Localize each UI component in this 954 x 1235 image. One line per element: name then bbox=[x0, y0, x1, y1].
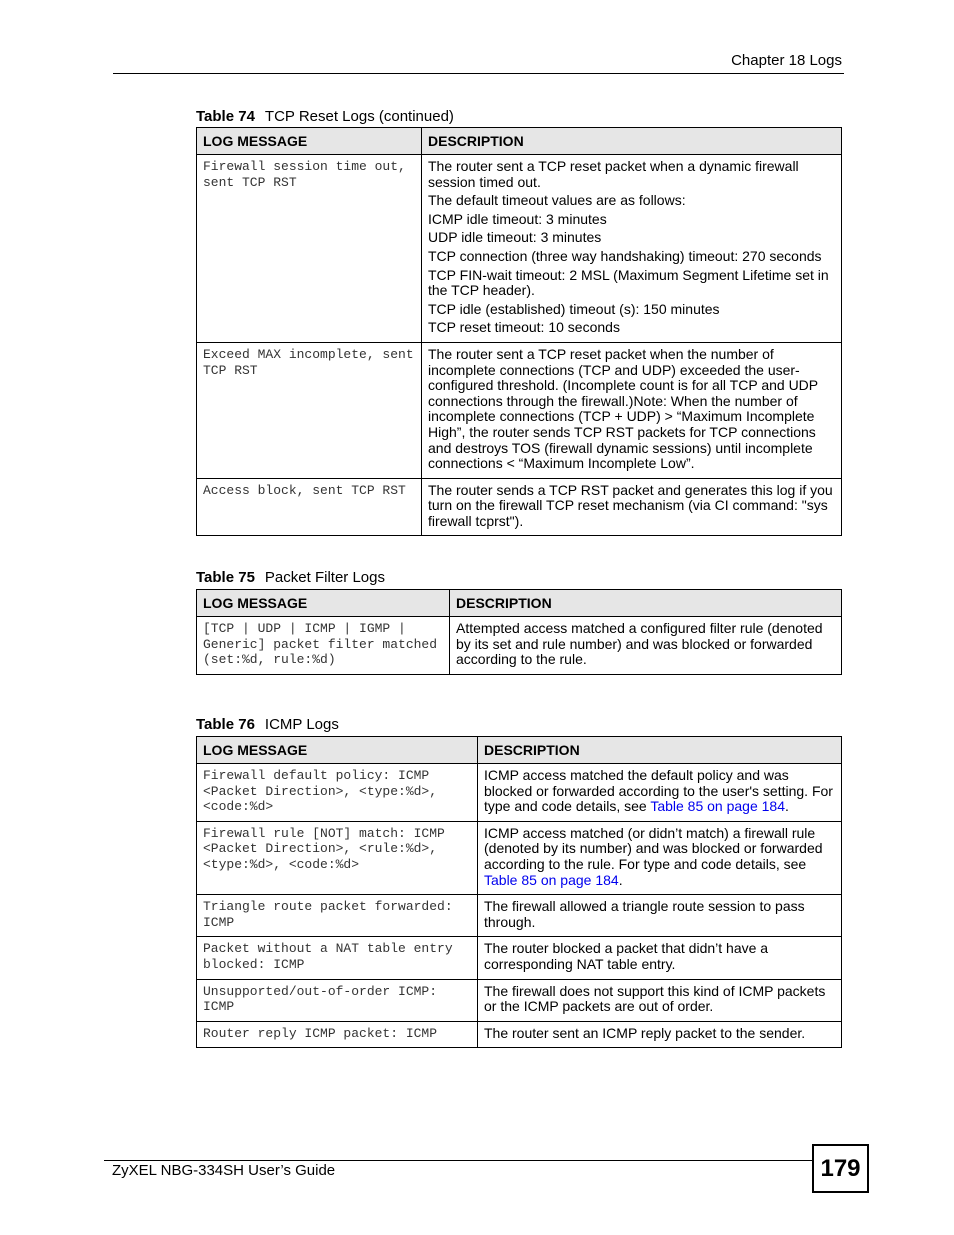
description-cell: The router sends a TCP RST packet and generates this log if you turn on the firewall TCP reset mechanism (via CI command: "sys firewall tcprst"). bbox=[422, 478, 842, 536]
table-header-row bbox=[197, 737, 842, 764]
table-header-row bbox=[197, 128, 842, 155]
description-cell: The router sent a TCP reset packet when the number of incomplete connections (TCP and UDP) exceeded the user-configured threshold. (Incomplete count is for all TCP and UDP connections through the firewall.)Note: When the number of incomplete connections (TCP + UDP) > “Maximum Incomplete High”, the router sends TCP RST packets for TCP connections and destroys TOS (firewall dynamic sessions) until incomplete connections < “Maximum Incomplete Low”. bbox=[422, 342, 842, 478]
log-message-cell: Unsupported/out-of-order ICMP: ICMP bbox=[197, 979, 478, 1021]
description-cell: The router blocked a packet that didn’t have a corresponding NAT table entry. bbox=[478, 937, 842, 979]
log-message-cell: [TCP | UDP | ICMP | IGMP | Generic] packet filter matched (set:%d, rule:%d) bbox=[197, 617, 450, 675]
log-message-cell: Access block, sent TCP RST bbox=[197, 478, 422, 536]
table-header-row bbox=[197, 590, 842, 617]
header-rule bbox=[113, 73, 844, 74]
table-76-caption bbox=[196, 716, 339, 733]
log-message-cell: Exceed MAX incomplete, sent TCP RST bbox=[197, 342, 422, 478]
description-tail: . bbox=[618, 871, 623, 888]
description-cell: The router sent an ICMP reply packet to the sender. bbox=[478, 1021, 842, 1048]
table-title: TCP Reset Logs (continued) bbox=[264, 108, 454, 125]
packet-filter-logs-table bbox=[196, 589, 842, 675]
table-title: ICMP Logs bbox=[264, 716, 339, 733]
table-title: Packet Filter Logs bbox=[264, 569, 385, 586]
description-paragraph: TCP connection (three way handshaking) timeout: 270 seconds bbox=[428, 247, 822, 264]
table-row bbox=[197, 1021, 842, 1048]
column-header-log-message: LOG MESSAGE bbox=[197, 590, 450, 617]
log-message-cell: Triangle route packet forwarded: ICMP bbox=[197, 895, 478, 937]
description-text: ICMP access matched (or didn’t match) a firewall rule (denoted by its number) and was blocked or forwarded according to the rule. For type and code details, see bbox=[484, 824, 823, 872]
description-paragraph: TCP idle (established) timeout (s): 150 minutes bbox=[428, 300, 720, 317]
table-row bbox=[197, 764, 842, 822]
table-row bbox=[197, 979, 842, 1021]
table-row bbox=[197, 478, 842, 536]
table-row bbox=[197, 937, 842, 979]
table-85-link[interactable]: Table 85 on page 184 bbox=[484, 871, 619, 888]
description-cell bbox=[478, 764, 842, 822]
description-paragraph: ICMP idle timeout: 3 minutes bbox=[428, 210, 607, 227]
table-75-caption bbox=[196, 569, 385, 586]
table-row bbox=[197, 617, 842, 675]
description-cell bbox=[422, 155, 842, 343]
table-number: Table 76 bbox=[196, 716, 255, 733]
description-tail: . bbox=[785, 798, 789, 815]
column-header-log-message: LOG MESSAGE bbox=[197, 128, 422, 155]
page-number: 179 bbox=[812, 1144, 869, 1193]
description-cell: Attempted access matched a configured filter rule (denoted by its set and rule number) and was blocked or forwarded according to the rule. bbox=[450, 617, 842, 675]
column-header-description: DESCRIPTION bbox=[478, 737, 842, 764]
log-message-cell: Packet without a NAT table entry blocked: ICMP bbox=[197, 937, 478, 979]
description-text: ICMP access matched the default policy and was blocked or forwarded according to the user's setting. For type and code details, see bbox=[484, 767, 833, 815]
description-cell: The firewall allowed a triangle route session to pass through. bbox=[478, 895, 842, 937]
description-paragraph: UDP idle timeout: 3 minutes bbox=[428, 229, 602, 246]
log-message-cell: Firewall rule [NOT] match: ICMP <Packet Direction>, <rule:%d>, <type:%d>, <code:%d> bbox=[197, 821, 478, 894]
running-header: Chapter 18 Logs bbox=[731, 52, 842, 69]
description-paragraph: The router sent a TCP reset packet when a dynamic firewall session timed out. bbox=[428, 158, 799, 190]
column-header-log-message: LOG MESSAGE bbox=[197, 737, 478, 764]
table-row bbox=[197, 155, 842, 343]
description-paragraph: TCP FIN-wait timeout: 2 MSL (Maximum Segment Lifetime set in the TCP header). bbox=[428, 266, 829, 299]
description-paragraph: The default timeout values are as follows: bbox=[428, 192, 686, 209]
description-paragraph: TCP reset timeout: 10 seconds bbox=[428, 319, 620, 336]
log-message-cell: Firewall default policy: ICMP <Packet Direction>, <type:%d>, <code:%d> bbox=[197, 764, 478, 822]
icmp-logs-table bbox=[196, 736, 842, 1048]
footer-guide-title: ZyXEL NBG-334SH User’s Guide bbox=[112, 1162, 336, 1179]
tcp-reset-logs-table bbox=[196, 127, 842, 536]
description-cell bbox=[478, 821, 842, 894]
log-message-cell: Router reply ICMP packet: ICMP bbox=[197, 1021, 478, 1048]
log-message-cell: Firewall session time out, sent TCP RST bbox=[197, 155, 422, 343]
table-row bbox=[197, 342, 842, 478]
column-header-description: DESCRIPTION bbox=[450, 590, 842, 617]
table-row bbox=[197, 895, 842, 937]
table-number: Table 74 bbox=[196, 108, 255, 125]
table-74-caption bbox=[196, 108, 454, 125]
column-header-description: DESCRIPTION bbox=[422, 128, 842, 155]
table-number: Table 75 bbox=[196, 569, 255, 586]
description-cell: The firewall does not support this kind of ICMP packets or the ICMP packets are out of order. bbox=[478, 979, 842, 1021]
footer-rule bbox=[104, 1160, 814, 1161]
table-row bbox=[197, 821, 842, 894]
table-85-link[interactable]: Table 85 on page 184 bbox=[650, 798, 785, 815]
